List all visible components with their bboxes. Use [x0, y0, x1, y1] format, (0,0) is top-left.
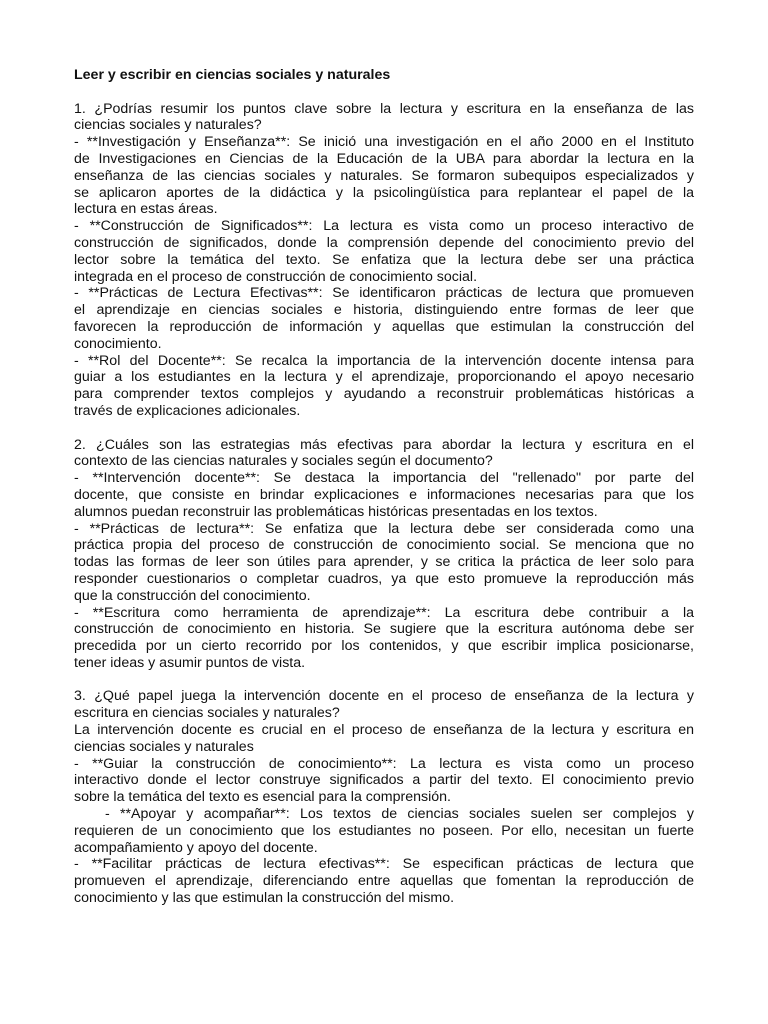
text-line: práctica propia del proceso de construcción de conocimiento social. Se menciona que no: [74, 537, 694, 554]
question-section-1: [74, 101, 694, 420]
text-line: interactivo donde el lector construye significados a partir del texto. El conocimiento previo: [74, 772, 694, 789]
text-line: conocimiento.: [74, 335, 162, 352]
text-line: favorecen la reproducción de información y aquellas que estimulan la construcción del: [74, 318, 694, 335]
text-line: todas las formas de leer son útiles para aprender, y se critica la práctica de leer solo para: [74, 554, 694, 571]
text-line: responder cuestionarios o completar cuadros, ya que esto promueve la reproducción más: [74, 570, 694, 587]
text-line: La intervención docente es crucial en el proceso de enseñanza de la lectura y escritura en: [74, 722, 694, 739]
text-line: - **Construcción de Significados**: La lectura es vista como un proceso interactivo de: [74, 218, 694, 235]
text-line: ciencias sociales y naturales?: [74, 117, 262, 134]
text-line: - **Guiar la construcción de conocimiento**: La lectura es vista como un proceso: [74, 755, 694, 772]
text-line: que la construcción del conocimiento.: [74, 587, 311, 604]
text-line: se aplicaron aportes de la didáctica y la psicolingüística para replantear el papel de la: [74, 184, 694, 201]
text-line: construcción de conocimiento en historia. Se sugiere que la escritura autónoma debe ser: [74, 621, 694, 638]
text-line: enseñanza de las ciencias sociales y naturales. Se formaron subequipos especializados y: [74, 167, 694, 184]
question-section-3: [74, 688, 694, 906]
text-line: acompañamiento y apoyo del docente.: [74, 839, 318, 856]
text-line: - **Apoyar y acompañar**: Los textos de ciencias sociales suelen ser complejos y: [74, 806, 694, 823]
text-line: ciencias sociales y naturales: [74, 738, 254, 755]
text-line: escritura en ciencias sociales y naturales?: [74, 705, 340, 722]
text-line: sobre la temática del texto es esencial para la comprensión.: [74, 789, 451, 806]
text-line: través de explicaciones adicionales.: [74, 402, 301, 419]
document-page: [74, 67, 694, 924]
text-line: de Investigaciones en Ciencias de la Educación de la UBA para abordar la lectura en la: [74, 150, 694, 167]
text-line: 3. ¿Qué papel juega la intervención docente en el proceso de enseñanza de la lectura y: [74, 688, 694, 705]
question-section-2: [74, 437, 694, 672]
text-line: docente, que consiste en brindar explicaciones e informaciones necesarias para que los: [74, 486, 694, 503]
text-line: - **Investigación y Enseñanza**: Se inició una investigación en el año 2000 en el Instituto: [74, 134, 694, 151]
document-body: [74, 101, 694, 907]
text-line: guiar a los estudiantes en la lectura y el aprendizaje, proporcionando el apoyo necesario: [74, 369, 694, 386]
text-line: - **Intervención docente**: Se destaca la importancia del "rellenado" por parte del: [74, 470, 694, 487]
text-line: construcción de significados, donde la comprensión depende del conocimiento previo del: [74, 234, 694, 251]
text-line: - **Prácticas de Lectura Efectivas**: Se identificaron prácticas de lectura que promueven: [74, 285, 694, 302]
text-line: precedida por un cierto recorrido por los contenidos, y que escribir implica posicionarse,: [74, 638, 694, 655]
text-line: el aprendizaje en ciencias sociales e historia, distinguiendo entre formas de leer que: [74, 302, 694, 319]
text-line: contexto de las ciencias naturales y sociales según el documento?: [74, 453, 493, 470]
text-line: promueven el aprendizaje, diferenciando entre aquellas que fomentan la reproducción de: [74, 873, 694, 890]
text-line: para comprender textos complejos y ayudando a reconstruir problemáticas históricas a: [74, 386, 694, 403]
text-line: tener ideas y asumir puntos de vista.: [74, 654, 306, 671]
text-line: 2. ¿Cuáles son las estrategias más efectivas para abordar la lectura y escritura en el: [74, 436, 694, 453]
text-line: requieren de un conocimiento que los estudiantes no poseen. Por ello, necesitan un fuerte: [74, 822, 694, 839]
text-line: conocimiento y las que estimulan la construcción del mismo.: [74, 890, 455, 907]
text-line: lector sobre la temática del texto. Se enfatiza que la lectura debe ser una práctica: [74, 251, 694, 268]
document-title: Leer y escribir en ciencias sociales y naturales: [74, 67, 391, 83]
text-line: alumnos puedan reconstruir las problemáticas históricas presentadas en los textos.: [74, 503, 598, 520]
text-line: - **Escritura como herramienta de aprendizaje**: La escritura debe contribuir a la: [74, 604, 694, 621]
text-line: - **Facilitar prácticas de lectura efectivas**: Se especifican prácticas de lectura que: [74, 856, 694, 873]
text-line: 1. ¿Podrías resumir los puntos clave sobre la lectura y escritura en la enseñanza de las: [74, 100, 694, 117]
text-line: integrada en el proceso de construcción de conocimiento social.: [74, 268, 478, 285]
text-line: - **Rol del Docente**: Se recalca la importancia de la intervención docente intensa para: [74, 352, 694, 369]
text-line: lectura en estas áreas.: [74, 201, 218, 218]
text-line: - **Prácticas de lectura**: Se enfatiza que la lectura debe ser considerada como una: [74, 520, 694, 537]
